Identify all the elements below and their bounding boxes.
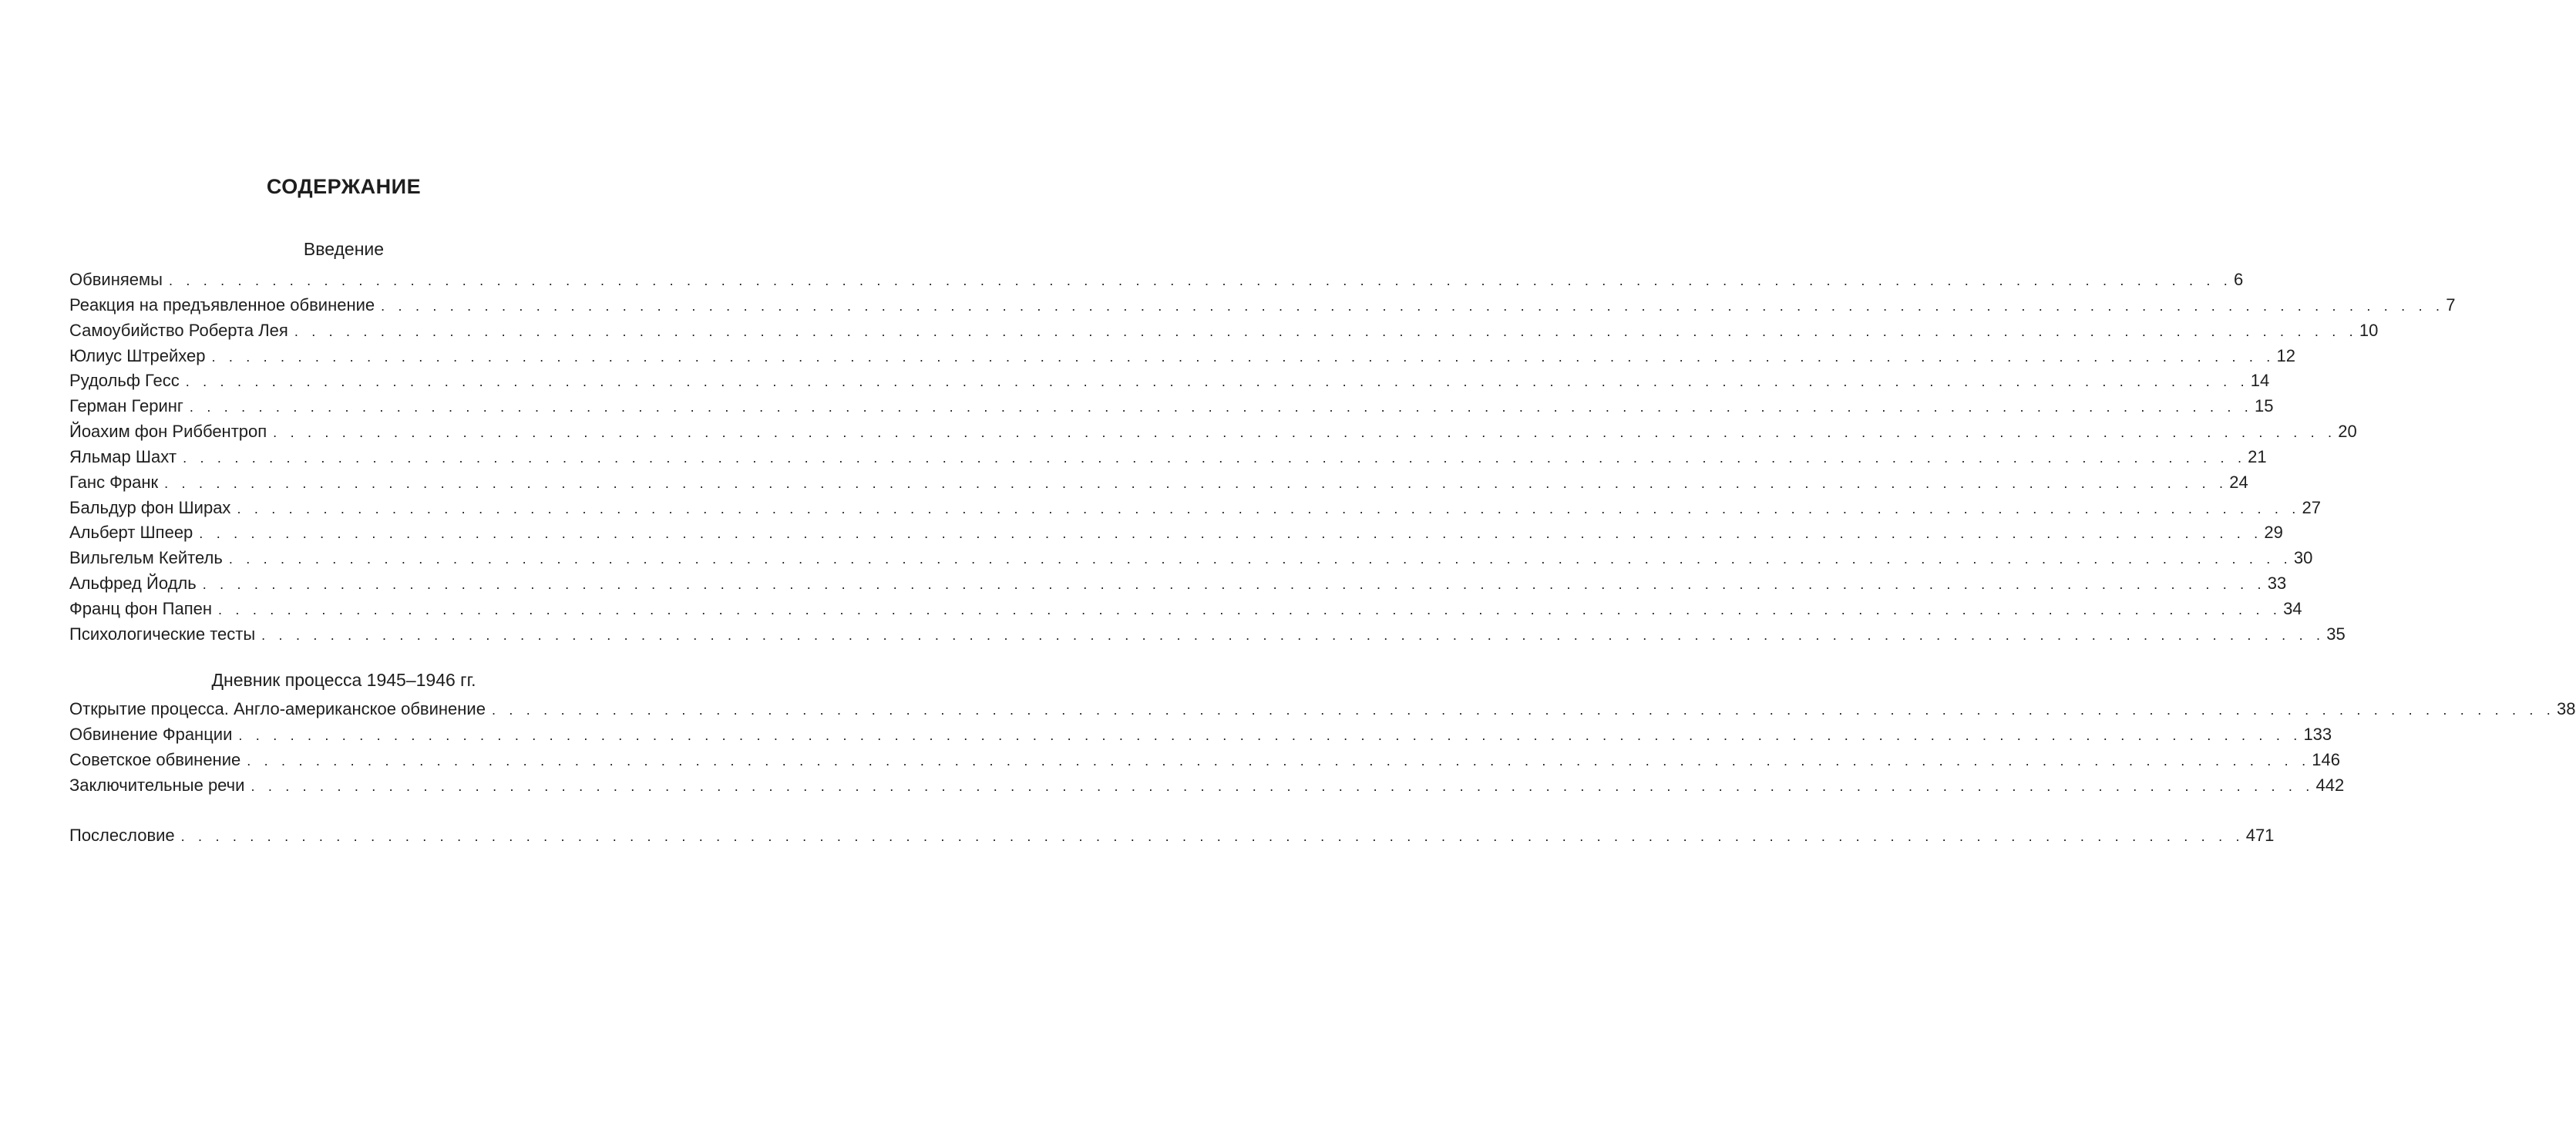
toc-entry[interactable] (69, 344, 2295, 369)
toc-entry-page-number: 27 (2302, 497, 2321, 517)
toc-entry[interactable] (69, 722, 2332, 748)
toc-entry[interactable] (69, 546, 2313, 571)
dot-leader: . . . . . . . . . . . . . . . . . . . . . . . . . . . . . . . . . . . . . . . . . . . . . . . . . . . . . . . . . . . . . . . . . . . . . . . . . . . . . . . . . . . . . . . . . . . . . . . . . . . . . . . . . . . . . . . . . . . . . . . . (185, 374, 2249, 390)
dot-leader: . . . . . . . . . . . . . . . . . . . . . . . . . . . . . . . . . . . . . . . . . . . . . . . . . . . . . . . . . . . . . . . . . . . . . . . . . . . . . . . . . . . . . . . . . . . . . . . . . . . . . . . . . . . . . . . . . . . . . . . . (273, 425, 2337, 441)
toc-entry-page-number: 34 (2283, 598, 2302, 618)
toc-entry-page-number: 15 (2254, 396, 2274, 416)
toc-entry-label: Бальдур фон Ширах (69, 497, 231, 517)
toc-entry-label: Советское обвинение (69, 749, 241, 769)
dot-leader: . . . . . . . . . . . . . . . . . . . . . . . . . . . . . . . . . . . . . . . . . . . . . . . . . . . . . . . . . . . . . . . . . . . . . . . . . . . . . . . . . . . . . . . . . . . . . . . . . . . . . . . . . . . . . . . . . . . . . . . . (491, 702, 2556, 718)
toc-entry-label: Ганс Франк (69, 472, 159, 492)
toc-entry-page-number: 38 (2557, 699, 2576, 718)
toc-entry-label: Реакция на предъявленное обвинение (69, 294, 375, 315)
toc-entry-page-number: 20 (2338, 422, 2357, 442)
dot-leader: . . . . . . . . . . . . . . . . . . . . . . . . . . . . . . . . . . . . . . . . . . . . . . . . . . . . . . . . . . . . . . . . . . . . . . . . . . . . . . . . . . . . . . . . . . . . . . . . . . . . . . . . . . . . . . . . . . . . . . . . (168, 273, 2232, 288)
toc-entry-page-number: 12 (2276, 345, 2295, 365)
toc-entry[interactable] (69, 419, 2357, 445)
toc-entry-label: Заключительные речи (69, 775, 245, 795)
toc-entry[interactable] (69, 773, 2345, 799)
dot-leader: . . . . . . . . . . . . . . . . . . . . . . . . . . . . . . . . . . . . . . . . . . . . . . . . . . . . . . . . . . . . . . . . . . . . . . . . . . . . . . . . . . . . . . . . . . . . . . . . . . . . . . . . . . . . . . . . . . . . . . . . (189, 399, 2253, 415)
toc-entry-label: Обвинение Франции (69, 724, 233, 744)
toc-entry-page-number: 35 (2326, 624, 2346, 644)
dot-leader: . . . . . . . . . . . . . . . . . . . . . . . . . . . . . . . . . . . . . . . . . . . . . . . . . . . . . . . . . . . . . . . . . . . . . . . . . . . . . . . . . . . . . . . . . . . . . . . . . . . . . . . . . . . . . . . . . . . . . . . . (183, 449, 2247, 466)
toc-entry-page-number: 29 (2264, 523, 2283, 543)
toc-entry-label: Рудольф Гесс (69, 371, 180, 391)
toc-entry-page-number: 24 (2229, 472, 2248, 492)
toc-entry-label: Самоубийство Роберта Лея (69, 320, 288, 340)
dot-leader: . . . . . . . . . . . . . . . . . . . . . . . . . . . . . . . . . . . . . . . . . . . . . . . . . . . . . . . . . . . . . . . . . . . . . . . . . . . . . . . . . . . . . . . . . . . . . . . . . . . . . . . . . . . . . . . . . . . . . . . . (199, 526, 2263, 542)
toc-entry-label: Яльмар Шахт (69, 446, 177, 466)
toc-entry-label: Йоахим фон Риббентроп (69, 422, 267, 442)
toc-entry-label: Альфред Йодль (69, 574, 197, 594)
dot-leader: . . . . . . . . . . . . . . . . . . . . . . . . . . . . . . . . . . . . . . . . . . . . . . . . . . . . . . . . . . . . . . . . . . . . . . . . . . . . . . . . . . . . . . . . . . . . . . . . . . . . . . . . . . . . . . . . . . . . . . . . (211, 348, 2275, 365)
toc-entry-label: Франц фон Папен (69, 598, 213, 618)
dot-leader: . . . . . . . . . . . . . . . . . . . . . . . . . . . . . . . . . . . . . . . . . . . . . . . . . . . . . . . . . . . . . . . . . . . . . . . . . . . . . . . . . . . . . . . . . . . . . . . . . . . . . . . . . . . . . . . . . . . . . . . . (237, 500, 2301, 516)
section-heading-diary: Дневник процесса 1945–1946 гг. (211, 670, 476, 690)
section-heading-introduction: Введение (303, 239, 385, 259)
toc-entry-label: Обвиняемы (69, 270, 163, 289)
dot-leader: . . . . . . . . . . . . . . . . . . . . . . . . . . . . . . . . . . . . . . . . . . . . . . . . . . . . . . . . . . . . . . . . . . . . . . . . . . . . . . . . . . . . . . . . . . . . . . . . . . . . . . . . . . . . . . . . . . . . . . . . (381, 298, 2445, 314)
toc-entry-page-number: 471 (2245, 826, 2275, 845)
toc-entry-page-number: 10 (2359, 320, 2379, 340)
toc-entry[interactable] (69, 571, 2287, 597)
toc-entry-label: Послесловие (69, 826, 175, 845)
toc-entry[interactable] (69, 597, 2302, 622)
toc-entry-label: Альберт Шпеер (69, 523, 193, 543)
toc-list-afterword (69, 823, 2275, 849)
toc-entry-page-number: 442 (2315, 775, 2345, 795)
toc-entry[interactable] (69, 823, 2275, 849)
toc-entry[interactable] (69, 748, 2340, 773)
toc-entry[interactable] (69, 697, 2576, 722)
dot-leader: . . . . . . . . . . . . . . . . . . . . . . . . . . . . . . . . . . . . . . . . . . . . . . . . . . . . . . . . . . . . . . . . . . . . . . . . . . . . . . . . . . . . . . . . . . . . . . . . . . . . . . . . . . . . . . . . . . . . . . . . (294, 323, 2358, 339)
toc-entry-page-number: 133 (2303, 724, 2332, 744)
toc-entry[interactable] (69, 470, 2248, 496)
toc-entry-label: Герман Геринг (69, 396, 183, 416)
dot-leader: . . . . . . . . . . . . . . . . . . . . . . . . . . . . . . . . . . . . . . . . . . . . . . . . . . . . . . . . . . . . . . . . . . . . . . . . . . . . . . . . . . . . . . . . . . . . . . . . . . . . . . . . . . . . . . . . . . . . . . . . (238, 727, 2302, 743)
toc-entry[interactable] (69, 622, 2346, 648)
toc-entry[interactable] (69, 520, 2283, 546)
toc-entry[interactable] (69, 394, 2274, 419)
toc-entry-page-number: 30 (2293, 548, 2313, 568)
toc-entry[interactable] (69, 445, 2267, 470)
toc-entry-page-number: 21 (2248, 446, 2267, 466)
dot-leader: . . . . . . . . . . . . . . . . . . . . . . . . . . . . . . . . . . . . . . . . . . . . . . . . . . . . . . . . . . . . . . . . . . . . . . . . . . . . . . . . . . . . . . . . . . . . . . . . . . . . . . . . . . . . . . . . . . . . . . . . (218, 601, 2282, 617)
toc-entry-page-number: 33 (2267, 574, 2287, 594)
toc-entry-label: Открытие процесса. Англо-американское обвинение (69, 699, 486, 718)
toc-entry-label: Вильгельм Кейтель (69, 548, 223, 568)
dot-leader: . . . . . . . . . . . . . . . . . . . . . . . . . . . . . . . . . . . . . . . . . . . . . . . . . . . . . . . . . . . . . . . . . . . . . . . . . . . . . . . . . . . . . . . . . . . . . . . . . . . . . . . . . . . . . . . . . . . . . . . . (261, 627, 2325, 643)
toc-entry-page-number: 7 (2446, 294, 2456, 315)
toc-entry-page-number: 14 (2250, 371, 2270, 391)
toc-entry[interactable] (69, 267, 2244, 293)
toc-entry[interactable] (69, 293, 2456, 318)
dot-leader: . . . . . . . . . . . . . . . . . . . . . . . . . . . . . . . . . . . . . . . . . . . . . . . . . . . . . . . . . . . . . . . . . . . . . . . . . . . . . . . . . . . . . . . . . . . . . . . . . . . . . . . . . . . . . . . . . . . . . . . . (180, 829, 2245, 844)
toc-entry[interactable] (69, 496, 2321, 521)
dot-leader: . . . . . . . . . . . . . . . . . . . . . . . . . . . . . . . . . . . . . . . . . . . . . . . . . . . . . . . . . . . . . . . . . . . . . . . . . . . . . . . . . . . . . . . . . . . . . . . . . . . . . . . . . . . . . . . . . . . . . . . . (202, 577, 2266, 593)
dot-leader: . . . . . . . . . . . . . . . . . . . . . . . . . . . . . . . . . . . . . . . . . . . . . . . . . . . . . . . . . . . . . . . . . . . . . . . . . . . . . . . . . . . . . . . . . . . . . . . . . . . . . . . . . . . . . . . . . . . . . . . . (228, 551, 2292, 567)
toc-entry-page-number: 6 (2233, 270, 2244, 289)
dot-leader: . . . . . . . . . . . . . . . . . . . . . . . . . . . . . . . . . . . . . . . . . . . . . . . . . . . . . . . . . . . . . . . . . . . . . . . . . . . . . . . . . . . . . . . . . . . . . . . . . . . . . . . . . . . . . . . . . . . . . . . . (164, 475, 2228, 491)
toc-list-introduction (69, 267, 2456, 648)
toc-entry-page-number: 146 (2312, 749, 2340, 769)
toc-entry[interactable] (69, 368, 2270, 394)
toc-entry[interactable] (69, 318, 2379, 344)
toc-entry-label: Психологические тесты (69, 624, 256, 644)
toc-list-diary (69, 697, 2576, 798)
dot-leader: . . . . . . . . . . . . . . . . . . . . . . . . . . . . . . . . . . . . . . . . . . . . . . . . . . . . . . . . . . . . . . . . . . . . . . . . . . . . . . . . . . . . . . . . . . . . . . . . . . . . . . . . . . . . . . . . . . . . . . . . (251, 778, 2315, 794)
page-title: СОДЕРЖАНИЕ (266, 175, 422, 198)
dot-leader: . . . . . . . . . . . . . . . . . . . . . . . . . . . . . . . . . . . . . . . . . . . . . . . . . . . . . . . . . . . . . . . . . . . . . . . . . . . . . . . . . . . . . . . . . . . . . . . . . . . . . . . . . . . . . . . . . . . . . . . . (247, 752, 2311, 769)
toc-entry-label: Юлиус Штрейхер (69, 345, 206, 365)
